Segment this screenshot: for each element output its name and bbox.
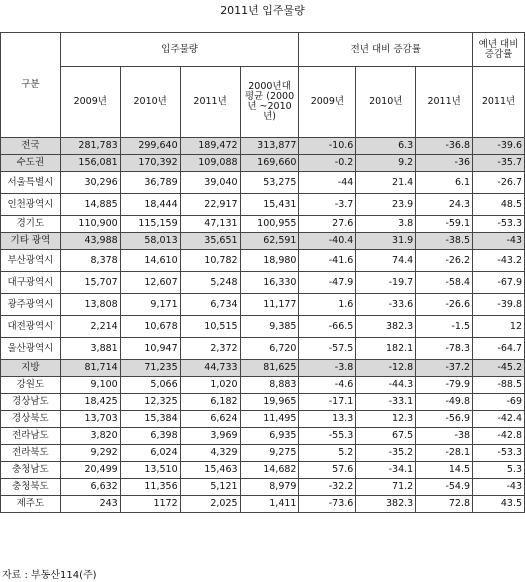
table-cell: 2,025 (180, 496, 240, 513)
table-cell: -1.5 (416, 316, 473, 338)
table-cell: -26.6 (416, 294, 473, 316)
table-cell: 2,372 (180, 338, 240, 360)
table-cell: -44.3 (356, 377, 416, 394)
table-cell: 8,979 (240, 479, 299, 496)
table-row (1, 479, 525, 496)
table-cell: 15,463 (180, 462, 240, 479)
row-label: 경기도 (1, 216, 61, 233)
table-row (1, 394, 525, 411)
table-cell: 5.3 (473, 462, 525, 479)
table-cell: -3.8 (299, 360, 356, 377)
table-cell: 382.3 (356, 316, 416, 338)
row-label: 전국 (1, 138, 61, 155)
header-col-6: 2010년 (356, 67, 416, 138)
table-cell: 43.5 (473, 496, 525, 513)
table-cell: 1,020 (180, 377, 240, 394)
table-cell: -42.8 (473, 428, 525, 445)
table-cell: 170,392 (120, 155, 180, 172)
table-cell: 6.3 (356, 138, 416, 155)
table-cell: 110,900 (60, 216, 120, 233)
table-cell: 43,988 (60, 233, 120, 250)
table-title: 2011년 입주물량 (220, 4, 305, 17)
table-cell: -28.1 (416, 445, 473, 462)
table-row (1, 360, 525, 377)
table-cell: 9,100 (60, 377, 120, 394)
table-cell: 6,398 (120, 428, 180, 445)
table-cell: -69 (473, 394, 525, 411)
table-cell: 13,703 (60, 411, 120, 428)
table-cell: 6,182 (180, 394, 240, 411)
table-cell: 3,969 (180, 428, 240, 445)
table-cell: -4.6 (299, 377, 356, 394)
table-cell: 72.8 (416, 496, 473, 513)
table-cell: 299,640 (120, 138, 180, 155)
table-cell: 15,431 (240, 194, 299, 216)
table-cell: 9,385 (240, 316, 299, 338)
table-cell: 9,275 (240, 445, 299, 462)
table-row (1, 294, 525, 316)
table-cell: 1172 (120, 496, 180, 513)
table-cell: 1.6 (299, 294, 356, 316)
table-cell: 20,499 (60, 462, 120, 479)
table-cell: 243 (60, 496, 120, 513)
table-row (1, 233, 525, 250)
table-cell: 3,881 (60, 338, 120, 360)
table-cell: -47.9 (299, 272, 356, 294)
table-cell: 189,472 (180, 138, 240, 155)
table-cell: 109,088 (180, 155, 240, 172)
row-label: 경상남도 (1, 394, 61, 411)
table-cell: -35.7 (473, 155, 525, 172)
table-cell: -37.2 (416, 360, 473, 377)
table-row (1, 338, 525, 360)
table-cell: 6,734 (180, 294, 240, 316)
header-col-2: 2010년 (120, 67, 180, 138)
table-cell: -73.6 (299, 496, 356, 513)
table-cell: 11,177 (240, 294, 299, 316)
table-cell: -26.2 (416, 250, 473, 272)
header-col-7: 2011년 (416, 67, 473, 138)
row-label: 경상북도 (1, 411, 61, 428)
header-col-3: 2011년 (180, 67, 240, 138)
table-cell: -67.9 (473, 272, 525, 294)
table-row (1, 138, 525, 155)
table-cell: -33.6 (356, 294, 416, 316)
table-cell: 22,917 (180, 194, 240, 216)
table-row (1, 462, 525, 479)
table-cell: -53.3 (473, 216, 525, 233)
table-cell: 23.9 (356, 194, 416, 216)
table-cell: -36 (416, 155, 473, 172)
table-cell: 81,714 (60, 360, 120, 377)
row-label: 기타 광역 (1, 233, 61, 250)
table-cell: -19.7 (356, 272, 416, 294)
table-cell: -34.1 (356, 462, 416, 479)
table-cell: 12 (473, 316, 525, 338)
table-cell: 58,013 (120, 233, 180, 250)
table-row (1, 155, 525, 172)
table-row (1, 428, 525, 445)
table-row (1, 172, 525, 194)
table-cell: 281,783 (60, 138, 120, 155)
table-cell: 18,444 (120, 194, 180, 216)
source-note: 자료 : 부동산114(주) (2, 570, 97, 581)
table-cell: -35.2 (356, 445, 416, 462)
table-cell: 74.4 (356, 250, 416, 272)
table-cell: 10,678 (120, 316, 180, 338)
table-cell: 15,707 (60, 272, 120, 294)
table-cell: 1,411 (240, 496, 299, 513)
table-cell: 10,515 (180, 316, 240, 338)
table-cell: 5.2 (299, 445, 356, 462)
table-body (1, 138, 525, 513)
table-cell: 6.1 (416, 172, 473, 194)
table-cell: 24.3 (416, 194, 473, 216)
table-cell: 3.8 (356, 216, 416, 233)
table-cell: 31.9 (356, 233, 416, 250)
row-label: 충청북도 (1, 479, 61, 496)
table-row (1, 496, 525, 513)
table-cell: 39,040 (180, 172, 240, 194)
table-cell: 9,292 (60, 445, 120, 462)
row-label: 대전광역시 (1, 316, 61, 338)
table-cell: -39.6 (473, 138, 525, 155)
table-cell: 71,235 (120, 360, 180, 377)
row-label: 지방 (1, 360, 61, 377)
table-cell: 13,510 (120, 462, 180, 479)
table-cell: 156,081 (60, 155, 120, 172)
table-cell: 18,980 (240, 250, 299, 272)
table-cell: 19,965 (240, 394, 299, 411)
table-cell: 30,296 (60, 172, 120, 194)
table-cell: -33.1 (356, 394, 416, 411)
header-yoy-group: 전년 대비 증감률 (299, 33, 473, 67)
row-label: 전라남도 (1, 428, 61, 445)
table-cell: -3.7 (299, 194, 356, 216)
table-cell: -45.2 (473, 360, 525, 377)
table-cell: 12,607 (120, 272, 180, 294)
table-cell: -39.8 (473, 294, 525, 316)
table-cell: 10,782 (180, 250, 240, 272)
table-cell: 12,325 (120, 394, 180, 411)
table-cell: -26.7 (473, 172, 525, 194)
table-row (1, 194, 525, 216)
table-cell: -49.8 (416, 394, 473, 411)
table-row (1, 377, 525, 394)
table-cell: 11,495 (240, 411, 299, 428)
row-label: 인천광역시 (1, 194, 61, 216)
row-label: 강원도 (1, 377, 61, 394)
table-cell: 21.4 (356, 172, 416, 194)
row-label: 전라북도 (1, 445, 61, 462)
table-cell: 67.5 (356, 428, 416, 445)
table-cell: 16,330 (240, 272, 299, 294)
table-cell: -79.9 (416, 377, 473, 394)
table-cell: 6,720 (240, 338, 299, 360)
header-col-4: 2000년대 평균 (2000년 ~2010년) (240, 67, 299, 138)
table-cell: -64.7 (473, 338, 525, 360)
table-cell: 2,214 (60, 316, 120, 338)
table-cell: -36.8 (416, 138, 473, 155)
header-avg-group: 예년 대비 증감률 (473, 33, 525, 67)
row-label: 대구광역시 (1, 272, 61, 294)
table-cell: 9.2 (356, 155, 416, 172)
table-cell: 81,625 (240, 360, 299, 377)
table-cell: 5,121 (180, 479, 240, 496)
table-cell: 11,356 (120, 479, 180, 496)
table-cell: -55.3 (299, 428, 356, 445)
table-cell: -32.2 (299, 479, 356, 496)
table-cell: 14,885 (60, 194, 120, 216)
table-cell: 36,789 (120, 172, 180, 194)
table-cell: 5,066 (120, 377, 180, 394)
row-label: 광주광역시 (1, 294, 61, 316)
table-cell: -10.6 (299, 138, 356, 155)
table-cell: 6,935 (240, 428, 299, 445)
table-cell: 9,171 (120, 294, 180, 316)
table-cell: -12.8 (356, 360, 416, 377)
header-col-8: 2011년 (473, 67, 525, 138)
table-cell: 48.5 (473, 194, 525, 216)
table-cell: 35,651 (180, 233, 240, 250)
table-cell: 13,808 (60, 294, 120, 316)
table-cell: 115,159 (120, 216, 180, 233)
table-cell: -57.5 (299, 338, 356, 360)
table-cell: -42.4 (473, 411, 525, 428)
table-row (1, 411, 525, 428)
table-cell: -44 (299, 172, 356, 194)
table-cell: -17.1 (299, 394, 356, 411)
table-cell: 6,632 (60, 479, 120, 496)
table-cell: -53.3 (473, 445, 525, 462)
table-cell: 5,248 (180, 272, 240, 294)
table-cell: 313,877 (240, 138, 299, 155)
row-label: 제주도 (1, 496, 61, 513)
row-label: 서울특별시 (1, 172, 61, 194)
table-cell: -40.4 (299, 233, 356, 250)
table-cell: -56.9 (416, 411, 473, 428)
table-cell: 100,955 (240, 216, 299, 233)
table-cell: -59.1 (416, 216, 473, 233)
table-cell: 14.5 (416, 462, 473, 479)
table-cell: 6,624 (180, 411, 240, 428)
table-cell: 8,378 (60, 250, 120, 272)
table-cell: 13.3 (299, 411, 356, 428)
table-cell: 3,820 (60, 428, 120, 445)
table-cell: 10,947 (120, 338, 180, 360)
table-cell: -41.6 (299, 250, 356, 272)
table-cell: -43.2 (473, 250, 525, 272)
table-cell: 169,660 (240, 155, 299, 172)
table-row (1, 216, 525, 233)
table-cell: -0.2 (299, 155, 356, 172)
row-label: 울산광역시 (1, 338, 61, 360)
row-label: 충청남도 (1, 462, 61, 479)
header-category: 구분 (1, 33, 61, 138)
table-cell: 14,610 (120, 250, 180, 272)
table-cell: 4,329 (180, 445, 240, 462)
table-row (1, 445, 525, 462)
table-cell: 14,682 (240, 462, 299, 479)
table-cell: -66.5 (299, 316, 356, 338)
table-cell: 57.6 (299, 462, 356, 479)
table-cell: 44,733 (180, 360, 240, 377)
table-row (1, 250, 525, 272)
table-cell: -88.5 (473, 377, 525, 394)
table-cell: -58.4 (416, 272, 473, 294)
header-col-1: 2009년 (60, 67, 120, 138)
table-cell: 71.2 (356, 479, 416, 496)
table-cell: 182.1 (356, 338, 416, 360)
table-row (1, 272, 525, 294)
table-cell: 27.6 (299, 216, 356, 233)
table-cell: 47,131 (180, 216, 240, 233)
table-cell: 53,275 (240, 172, 299, 194)
table-cell: -78.3 (416, 338, 473, 360)
table-cell: -43 (473, 233, 525, 250)
header-col-5: 2009년 (299, 67, 356, 138)
table-cell: 62,591 (240, 233, 299, 250)
table-cell: 12.3 (356, 411, 416, 428)
table-cell: -38 (416, 428, 473, 445)
header-supply-group: 입주물량 (60, 33, 299, 67)
table-cell: 15,384 (120, 411, 180, 428)
table-cell: -43 (473, 479, 525, 496)
table-cell: 8,883 (240, 377, 299, 394)
table-cell: 382.3 (356, 496, 416, 513)
housing-supply-table (0, 32, 525, 513)
row-label: 부산광역시 (1, 250, 61, 272)
table-cell: 6,024 (120, 445, 180, 462)
table-cell: -38.5 (416, 233, 473, 250)
row-label: 수도권 (1, 155, 61, 172)
table-cell: 18,425 (60, 394, 120, 411)
table-cell: -54.9 (416, 479, 473, 496)
table-row (1, 316, 525, 338)
